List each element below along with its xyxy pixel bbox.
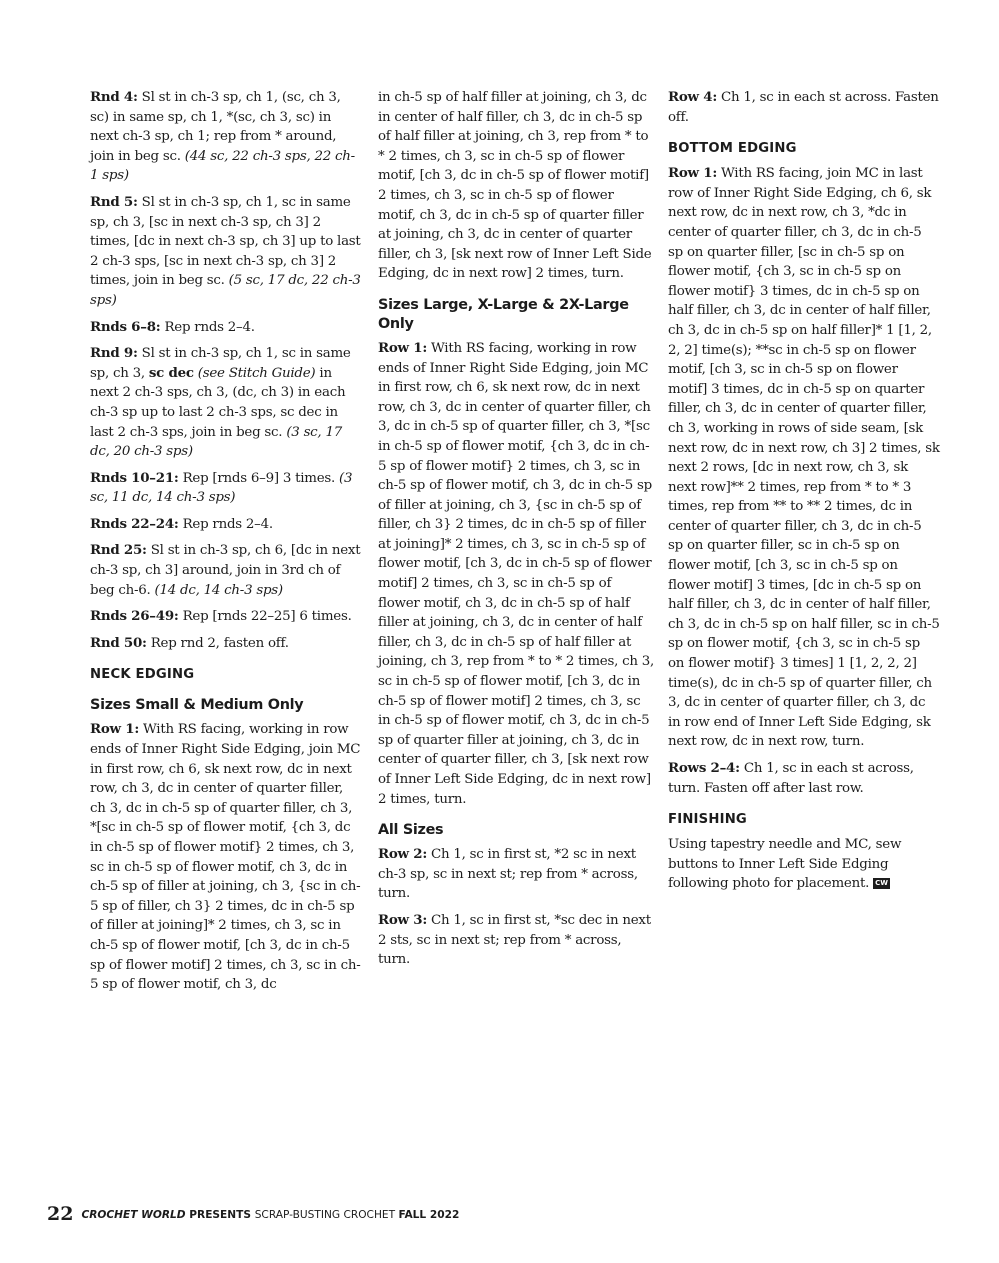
neck-row-1-instruction <box>90 720 362 994</box>
instruction-text: Ch 1, sc in first st, *sc dec in next 2 sts, sc in next st; rep from * across, turn. <box>378 912 651 968</box>
bottom-edging-heading: BOTTOM EDGING <box>668 141 797 157</box>
row-label: Row 2: <box>378 846 428 863</box>
bottom-rows-2-4-instruction <box>668 759 940 798</box>
instruction-text: Sl st in ch-3 sp, ch 1, sc in same sp, ch 3, <box>90 346 351 381</box>
instruction-text: Ch 1, sc in each st across. Fasten off. <box>668 90 939 125</box>
issue-title: SCRAP-BUSTING CROCHET <box>254 1209 399 1221</box>
instruction-text: Sl st in ch-3 sp, ch 6, [dc in next ch-3 sp, ch 3] around, join in 3rd ch of beg ch-6. <box>90 543 361 598</box>
neck-row-1-continued: in ch-5 sp of half filler at joining, ch 3, dc in center of half filler, ch 3, dc in ch-5 sp of half filler at joining, ch 3, rep from * to * 2 times, ch 3, sc in ch-5 sp of flower motif, [ch 3, dc in ch-5 sp of flower motif] 2 times, ch 3, sc in ch-5 sp of flower motif, ch 3, dc in ch-5 sp of quarter filler at joining, ch 3, dc in center of quarter filler, ch 3, [sk next row of Inner Left Side Edging, dc in next row] 2 times, turn. <box>378 90 652 282</box>
instruction-text: With RS facing, join MC in last row of Inner Right Side Edging, ch 6, sk next row, dc in next row, ch 3, *dc in center of quarter filler, ch 3, dc in ch-5 sp on quarter filler, [sc in ch-5 sp on flower motif, {ch 3, sc in ch-5 sp on flower motif} 3 times, dc in ch-5 sp on half filler, ch 3, dc in center of half filler, ch 3, dc in ch-5 sp on half filler]* 1 [1, 2, 2, 2] time(s); **sc in ch-5 sp on flower motif, [ch 3, sc in ch-5 sp on flower motif] 3 times, dc in ch-5 sp on quarter filler, ch 3, dc in center of quarter filler, ch 3, working in rows of side seam, [sk next row, dc in next row, ch 3] 2 times, sk next 2 rows, [dc in next row, ch 3, sk next row]** 2 times, rep from * to * 3 times, rep from ** to ** 2 times, dc in center of quarter filler, ch 3, dc in ch-5 sp on quarter filler, sc in ch-5 sp on flower motif, [ch 3, sc in ch-5 sp on flower motif] 3 times, [dc in ch-5 sp on half filler, ch 3, dc in center of half filler, ch 3, dc in ch-5 sp on half filler, sc in ch-5 sp on flower motif, {ch 3, sc in ch-5 sp on flower motif} 3 times] 1 [1, 2, 2, 2] time(s), dc in ch-5 sp of quarter filler, ch 3, dc in center of quarter filler, ch 3, dc in row end of Inner Left Side Edging, sk next row, dc in next row, turn. <box>668 166 940 750</box>
column-2 <box>378 88 654 977</box>
instruction-text: Sl st in ch-3 sp, ch 1, (sc, ch 3, sc) in same sp, ch 1, *(sc, ch 3, sc) in next ch-3 sp, ch 1; rep from * around, join in beg sc. <box>90 90 341 164</box>
row-label: Row 1: <box>378 339 428 356</box>
rnd-50-instruction <box>90 634 362 654</box>
instruction-text: Rep rnds 2–4. <box>160 319 255 335</box>
instruction-text: Using tapestry needle and MC, sew buttons to Inner Left Side Edging following photo for placement. <box>668 837 902 892</box>
neck-edging-heading: NECK EDGING <box>90 667 195 683</box>
finishing-heading: FINISHING <box>668 812 747 828</box>
stitch-count: (14 dc, 14 ch-3 sps) <box>154 582 283 598</box>
neck-row-2-instruction <box>378 845 654 904</box>
row-label: Row 3: <box>378 911 428 928</box>
instruction-text: Rep [rnds 6–9] 3 times. <box>178 470 340 486</box>
finishing-instruction <box>668 835 940 894</box>
stitch-count: (3 sc, 11 dc, 14 ch-3 sps) <box>90 470 353 506</box>
neck-row-3-instruction <box>378 911 654 970</box>
presents-label: PRESENTS <box>185 1209 255 1221</box>
instruction-text: Ch 1, sc in first st, *2 sc in next ch-3 sp, sc in next st; rep from * across, turn. <box>378 847 638 902</box>
sizes-large-heading: Sizes Large, X-Large & 2X-Large Only <box>378 296 629 332</box>
row-label: Row 1: <box>90 721 140 738</box>
rnd-label: Rnds 10–21: <box>90 469 179 486</box>
instruction-text: Rep rnds 2–4. <box>178 516 273 532</box>
rnd-4-instruction <box>90 88 362 186</box>
rnd-label: Rnd 9: <box>90 345 138 362</box>
issue-season: FALL 2022 <box>398 1209 460 1221</box>
rnd-label: Rnd 50: <box>90 634 147 651</box>
cw-end-mark-icon: CW <box>875 879 888 888</box>
row-label: Row 4: <box>668 89 718 105</box>
instruction-text: With RS facing, working in row ends of Inner Right Side Edging, join MC in first row, ch 6, sk next row, dc in next row, ch 3, dc in center of quarter filler, ch 3, dc in ch-5 sp of quarter filler, ch 3, *[sc in ch-5 sp of flower motif, {ch 3, dc in ch-5 sp of flower motif} 2 times, ch 3, sc in ch-5 sp of flower motif, ch 3, dc in ch-5 sp of filler at joining, ch 3, {sc in ch-5 sp of filler, ch 3} 2 times, dc in ch-5 sp of filler at joining]* 2 times, ch 3, sc in ch-5 sp of flower motif, [ch 3, dc in ch-5 sp of flower motif] 2 times, ch 3, sc in ch-5 sp of flower motif, ch 3, dc in ch-5 sp of half filler at joining, ch 3, dc in center of half filler, ch 3, dc in ch-5 sp of half filler at joining, ch 3, rep from * to * 2 times, ch 3, sc in ch-5 sp of flower motif, [ch 3, dc in ch-5 sp of flower motif] 2 times, ch 3, sc in ch-5 sp of flower motif, ch 3, dc in ch-5 sp of quarter filler at joining, ch 3, dc in center of quarter filler, ch 3, [sk next row of Inner Left Side Edging, dc in next row] 2 times, turn. <box>378 340 655 807</box>
rnd-25-instruction <box>90 541 362 600</box>
all-sizes-heading: All Sizes <box>378 822 444 839</box>
column-3 <box>668 88 940 901</box>
instruction-text: Ch 1, sc in each st across, turn. Fasten off after last row. <box>668 761 914 796</box>
rnd-9-instruction <box>90 344 362 462</box>
page-footer <box>47 1203 459 1225</box>
instruction-text: Sl st in ch-3 sp, ch 1, sc in same sp, ch 3, [sc in next ch-3 sp, ch 3] 2 times, [dc in next ch-3 sp, ch 3] up to last 2 ch-3 sps, [sc in next ch-3 sp, ch 3] 2 times, join in beg sc. <box>90 194 361 289</box>
rnd-5-instruction <box>90 193 362 311</box>
rnds-6-8-instruction <box>90 318 362 338</box>
instruction-text: With RS facing, working in row ends of Inner Right Side Edging, join MC in first row, ch 6, sk next row, dc in next row, ch 3, dc in center of quarter filler, ch 3, dc in ch-5 sp of quarter filler, ch 3, *[sc in ch-5 sp of flower motif, {ch 3, dc in ch-5 sp of flower motif} 2 times, ch 3, sc in ch-5 sp of flower motif, ch 3, dc in ch-5 sp of filler at joining, ch 3, {sc in ch-5 sp of filler, ch 3} 2 times, dc in ch-5 sp of filler at joining]* 2 times, ch 3, sc in ch-5 sp of flower motif, [ch 3, dc in ch-5 sp of flower motif] 2 times, ch 3, sc in ch-5 sp of flower motif, ch 3, dc <box>90 722 361 993</box>
rnd-label: Rnds 26–49: <box>90 608 179 625</box>
sc-dec-term: sc dec <box>148 364 194 381</box>
bottom-row-1-instruction <box>668 164 940 752</box>
stitch-count: (5 sc, 17 dc, 22 ch-3 sps) <box>90 273 361 308</box>
neck-row-4-instruction <box>668 88 940 127</box>
page-number: 22 <box>47 1203 74 1225</box>
magazine-name: CROCHET WORLD <box>81 1209 186 1221</box>
rnd-label: Rnd 4: <box>90 89 138 105</box>
neck-row-1-large-instruction <box>378 339 654 809</box>
rnd-label: Rnd 5: <box>90 193 138 210</box>
rnd-label: Rnds 22–24: <box>90 515 179 532</box>
row-label: Row 1: <box>668 165 718 182</box>
instruction-text: Rep [rnds 22–25] 6 times. <box>178 609 352 625</box>
rnds-22-24-instruction <box>90 515 362 535</box>
stitch-count: (44 sc, 22 ch-3 sps, 22 ch-1 sps) <box>90 148 355 184</box>
row-label: Rows 2–4: <box>668 760 740 776</box>
sizes-small-medium-heading: Sizes Small & Medium Only <box>90 697 304 714</box>
instruction-text: Rep rnd 2, fasten off. <box>146 635 289 651</box>
rnd-label: Rnd 25: <box>90 542 147 559</box>
column-1 <box>90 88 362 1002</box>
instruction-text: in next 2 ch-3 sps, ch 3, (dc, ch 3) in each ch-3 sp up to last 2 ch-3 sps, sc dec in last 2 ch-3 sps, join in beg sc. <box>90 365 346 440</box>
rnds-10-21-instruction <box>90 469 362 508</box>
stitch-guide-reference: (see Stitch Guide) <box>193 365 316 381</box>
stitch-count: (3 sc, 17 dc, 20 ch-3 sps) <box>90 424 342 460</box>
rnd-label: Rnds 6–8: <box>90 318 161 335</box>
rnds-26-49-instruction <box>90 607 362 627</box>
